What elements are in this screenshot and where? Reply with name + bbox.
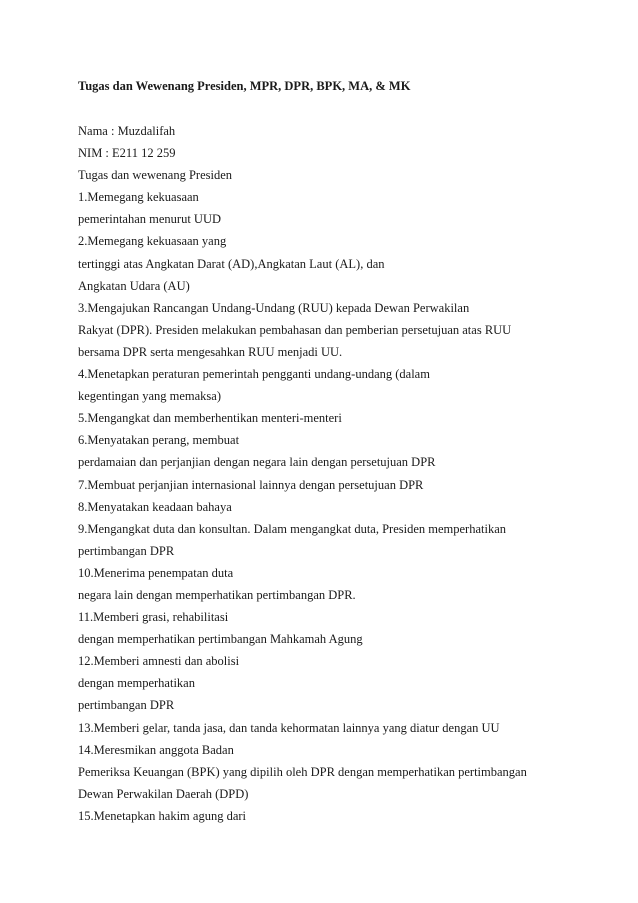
body-line: tertinggi atas Angkatan Darat (AD),Angkatan Laut (AL), dan bbox=[78, 256, 385, 271]
body-line: 13.Memberi gelar, tanda jasa, dan tanda kehormatan lainnya yang diatur dengan UU bbox=[78, 720, 500, 735]
document-title: Tugas dan Wewenang Presiden, MPR, DPR, BPK, MA, & MK bbox=[78, 79, 411, 93]
body-line: Pemeriksa Keuangan (BPK) yang dipilih oleh DPR dengan memperhatikan pertimbangan bbox=[78, 764, 527, 779]
body-line: 9.Mengangkat duta dan konsultan. Dalam mengangkat duta, Presiden memperhatikan bbox=[78, 521, 507, 536]
body-line: pertimbangan DPR bbox=[78, 698, 175, 713]
body-line: 5.Mengangkat dan memberhentikan menteri-menteri bbox=[78, 411, 342, 426]
body-line: bersama DPR serta mengesahkan RUU menjadi UU. bbox=[78, 344, 343, 359]
body-line: pemerintahan menurut UUD bbox=[78, 212, 222, 227]
body-line: 14.Meresmikan anggota Badan bbox=[78, 742, 234, 757]
body-line: NIM : E211 12 259 bbox=[78, 146, 176, 161]
body-line: dengan memperhatikan bbox=[78, 676, 195, 691]
body-line: 12.Memberi amnesti dan abolisi bbox=[78, 654, 240, 669]
body-line: Angkatan Udara (AU) bbox=[78, 278, 190, 293]
body-line: 8.Menyatakan keadaan bahaya bbox=[78, 499, 232, 514]
body-line: 11.Memberi grasi, rehabilitasi bbox=[78, 610, 229, 625]
body-line: 6.Menyatakan perang, membuat bbox=[78, 433, 240, 448]
body-line: perdamaian dan perjanjian dengan negara lain dengan persetujuan DPR bbox=[78, 455, 436, 470]
body-line: 7.Membuat perjanjian internasional lainnya dengan persetujuan DPR bbox=[78, 477, 424, 492]
body-line: Dewan Perwakilan Daerah (DPD) bbox=[78, 786, 249, 801]
body-line: kegentingan yang memaksa) bbox=[78, 389, 222, 404]
body-line: 4.Menetapkan peraturan pemerintah pengganti undang-undang (dalam bbox=[78, 367, 430, 382]
body-line: dengan memperhatikan pertimbangan Mahkamah Agung bbox=[78, 632, 363, 647]
body-line: negara lain dengan memperhatikan pertimbangan DPR. bbox=[78, 587, 356, 602]
body-line: Nama : Muzdalifah bbox=[78, 124, 176, 138]
body-line: pertimbangan DPR bbox=[78, 543, 175, 558]
body-line: 10.Menerima penempatan duta bbox=[78, 565, 234, 580]
body-line: Rakyat (DPR). Presiden melakukan pembahasan dan pemberian persetujuan atas RUU bbox=[78, 322, 512, 337]
body-line: 15.Menetapkan hakim agung dari bbox=[78, 808, 247, 823]
document-body bbox=[78, 123, 527, 830]
body-line: 3.Mengajukan Rancangan Undang-Undang (RUU) kepada Dewan Perwakilan bbox=[78, 300, 470, 315]
body-line: 1.Memegang kekuasaan bbox=[78, 190, 199, 205]
body-line: Tugas dan wewenang Presiden bbox=[78, 168, 233, 183]
body-line: 2.Memegang kekuasaan yang bbox=[78, 234, 227, 249]
